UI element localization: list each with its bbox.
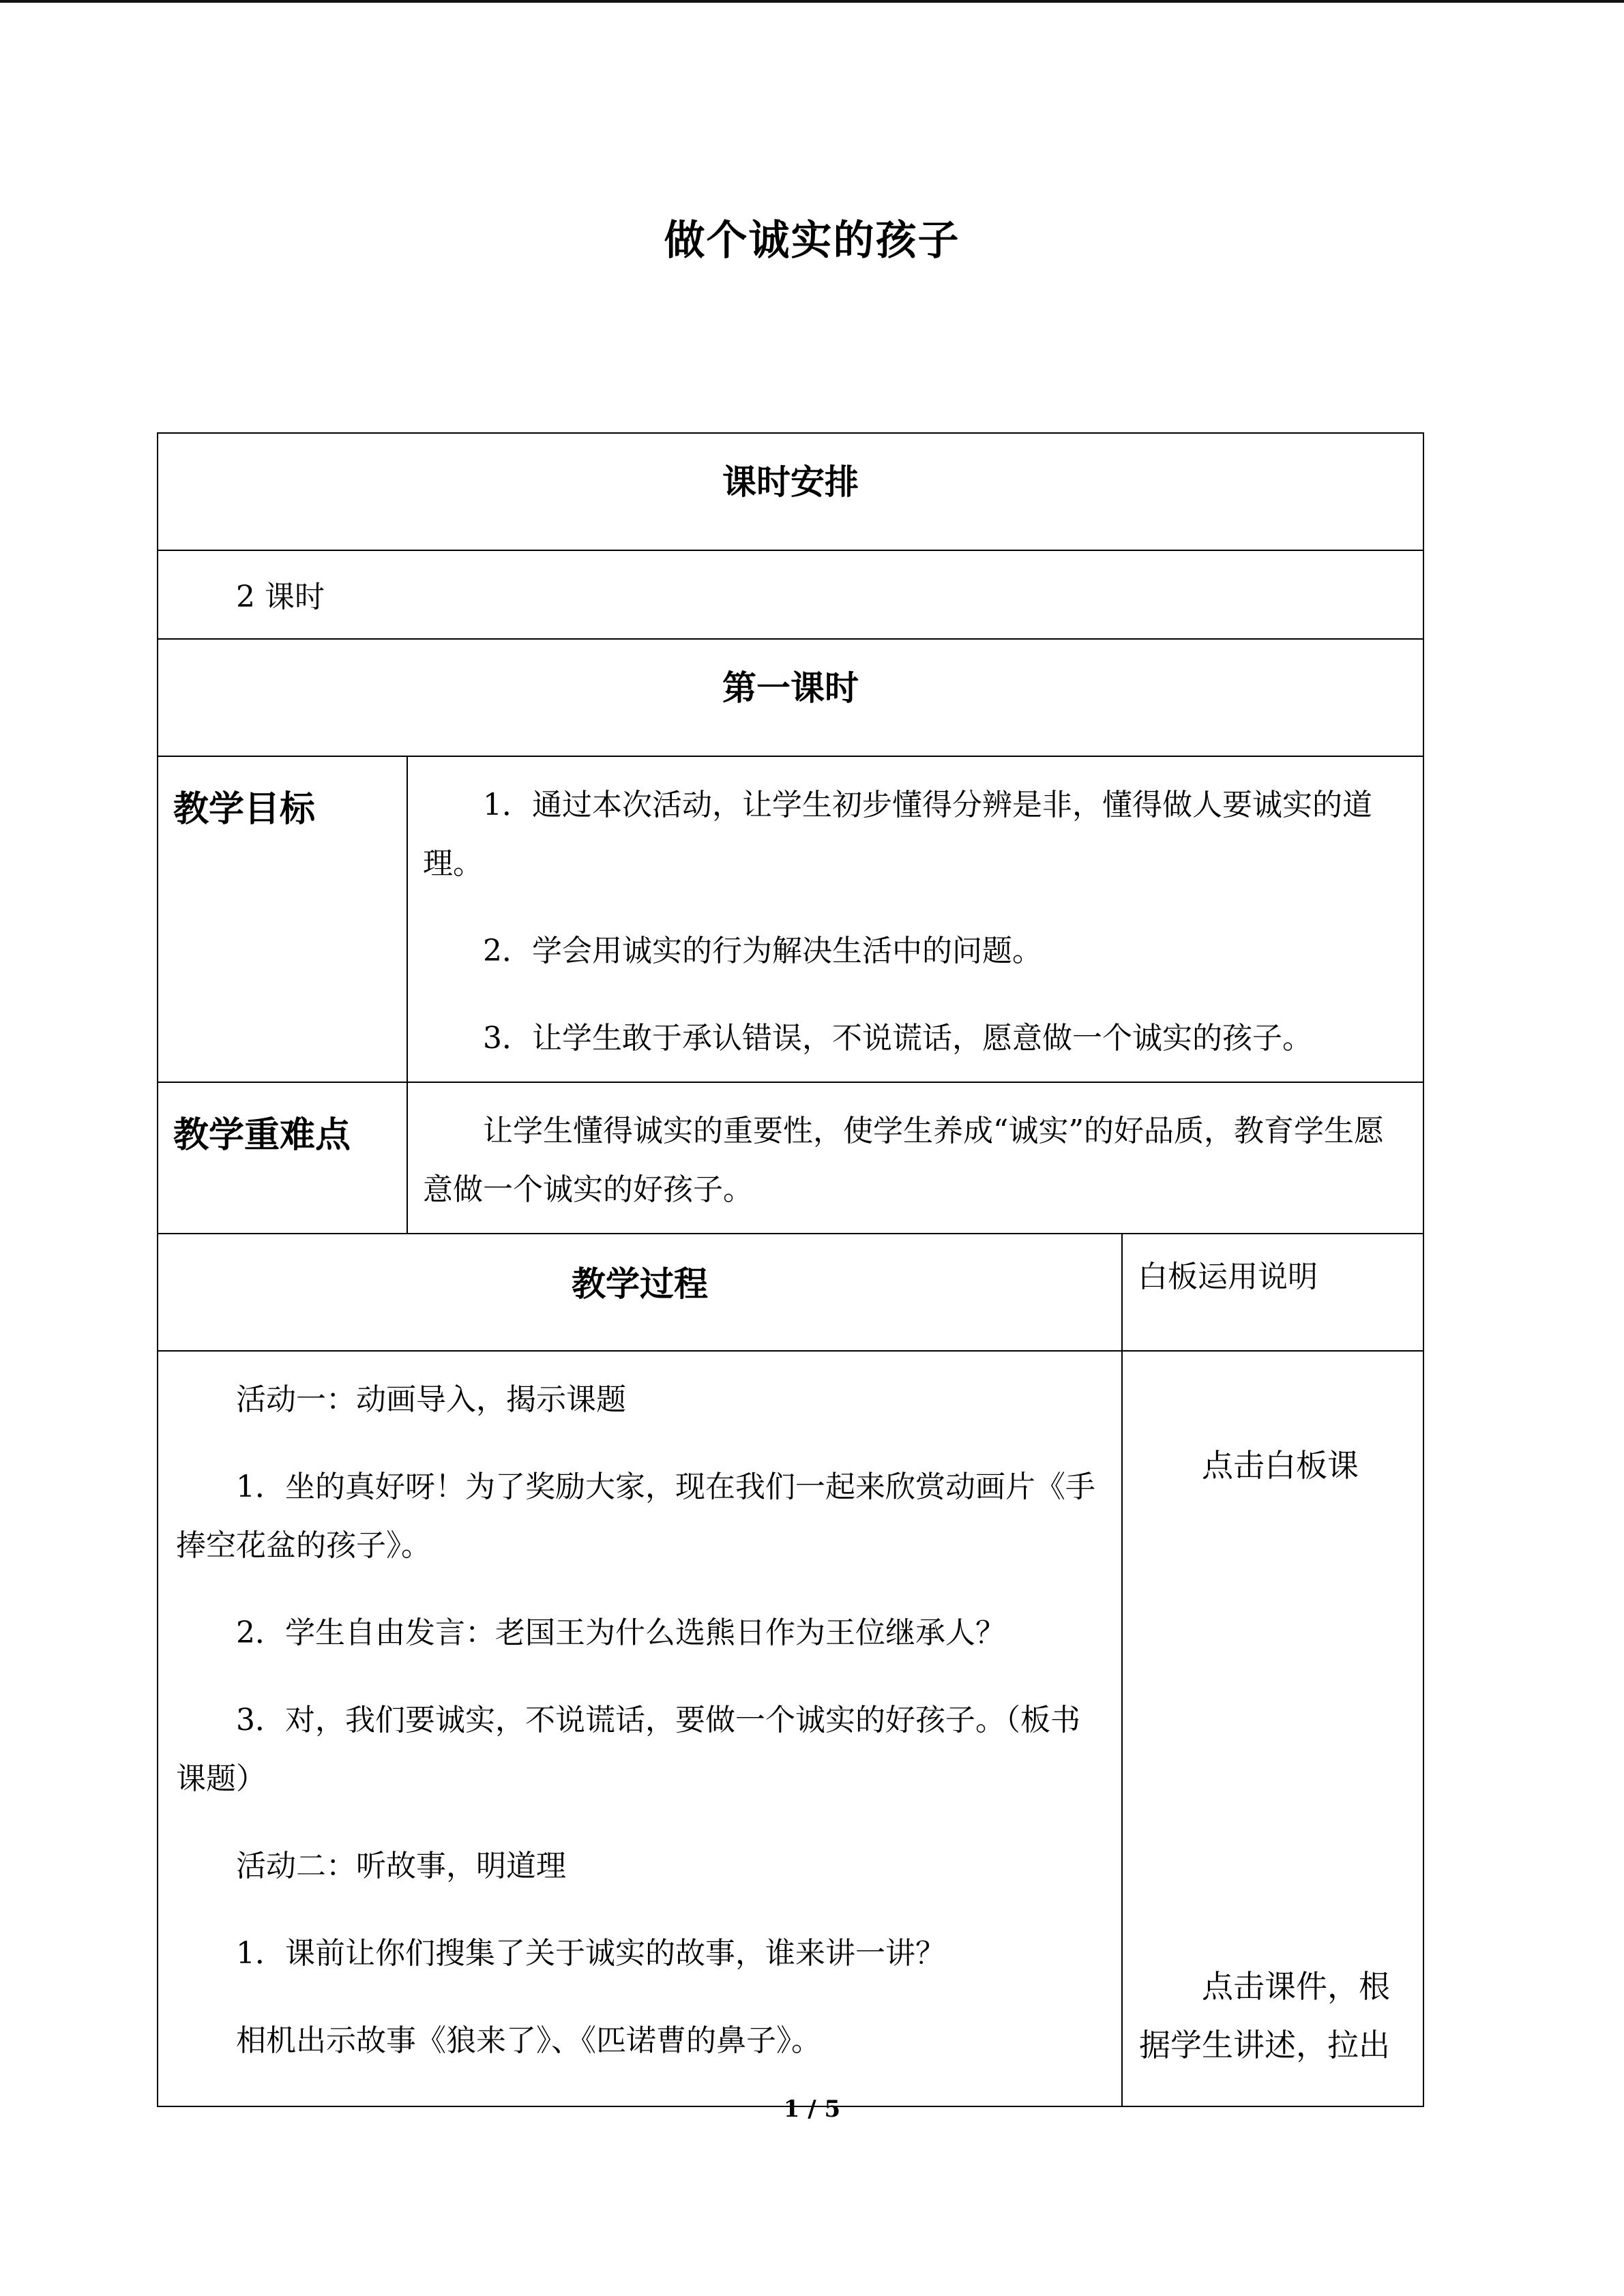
lesson-plan-table xyxy=(157,432,1424,2107)
key-points-label: 教学重难点 xyxy=(173,1115,351,1156)
whiteboard-note: 点击课件，根据学生讲述，拉出 xyxy=(1139,1968,1390,2063)
schedule-heading-row xyxy=(158,433,1423,550)
objective-item: 2．学会用诚实的行为解决生活中的问题。 xyxy=(483,934,1042,968)
schedule-heading: 课时安排 xyxy=(722,462,859,502)
process-content xyxy=(158,1352,1121,2106)
page-number: 1 / 5 xyxy=(783,2096,841,2123)
process-paragraph: 2．学生自由发言：老国王为什么选熊日作为王位继承人？ xyxy=(236,1615,1005,1650)
process-paragraph: 1．课前让你们搜集了关于诚实的故事，谁来讲一讲？ xyxy=(236,1936,945,1971)
process-paragraph: 1．坐的真好呀！为了奖励大家，现在我们一起来欣赏动画片《手捧空花盆的孩子》。 xyxy=(176,1470,1095,1563)
schedule-hours: 2 课时 xyxy=(236,580,325,614)
first-lesson-heading-row xyxy=(158,639,1423,756)
process-paragraph: 活动二：听故事，明道理 xyxy=(236,1849,566,1883)
process-heading-row xyxy=(158,1234,1423,1351)
objectives-list xyxy=(408,757,1423,1082)
process-paragraph: 3．对，我们要诚实，不说谎话，要做一个诚实的好孩子。（板书课题） xyxy=(176,1703,1080,1796)
whiteboard-note: 点击白板课 xyxy=(1202,1447,1359,1484)
schedule-hours-row xyxy=(158,550,1423,639)
process-heading: 教学过程 xyxy=(572,1264,708,1304)
first-lesson-heading: 第一课时 xyxy=(722,668,859,708)
key-points-row xyxy=(158,1082,1423,1234)
whiteboard-notes xyxy=(1123,1352,1423,2106)
objectives-label: 教学目标 xyxy=(173,789,316,830)
objective-item: 3．让学生敢于承认错误，不说谎话，愿意做一个诚实的孩子。 xyxy=(483,1021,1312,1056)
objective-item: 1．通过本次活动，让学生初步懂得分辨是非，懂得做人要诚实的道理。 xyxy=(423,788,1372,881)
top-border-line xyxy=(0,0,1624,3)
key-points-text xyxy=(408,1083,1423,1233)
whiteboard-heading: 白板运用说明 xyxy=(1138,1259,1318,1294)
document-title: 做个诚实的孩子 xyxy=(664,217,960,265)
objectives-row xyxy=(158,756,1423,1082)
process-paragraph: 相机出示故事《狼来了》、《匹诺曹的鼻子》。 xyxy=(236,2023,821,2058)
key-points-paragraph: 让学生懂得诚实的重要性，使学生养成“诚实”的好品质，教育学生愿意做一个诚实的好孩子。 xyxy=(423,1114,1384,1207)
process-paragraph: 活动一：动画导入，揭示课题 xyxy=(236,1382,626,1417)
process-content-row xyxy=(158,1351,1423,2106)
